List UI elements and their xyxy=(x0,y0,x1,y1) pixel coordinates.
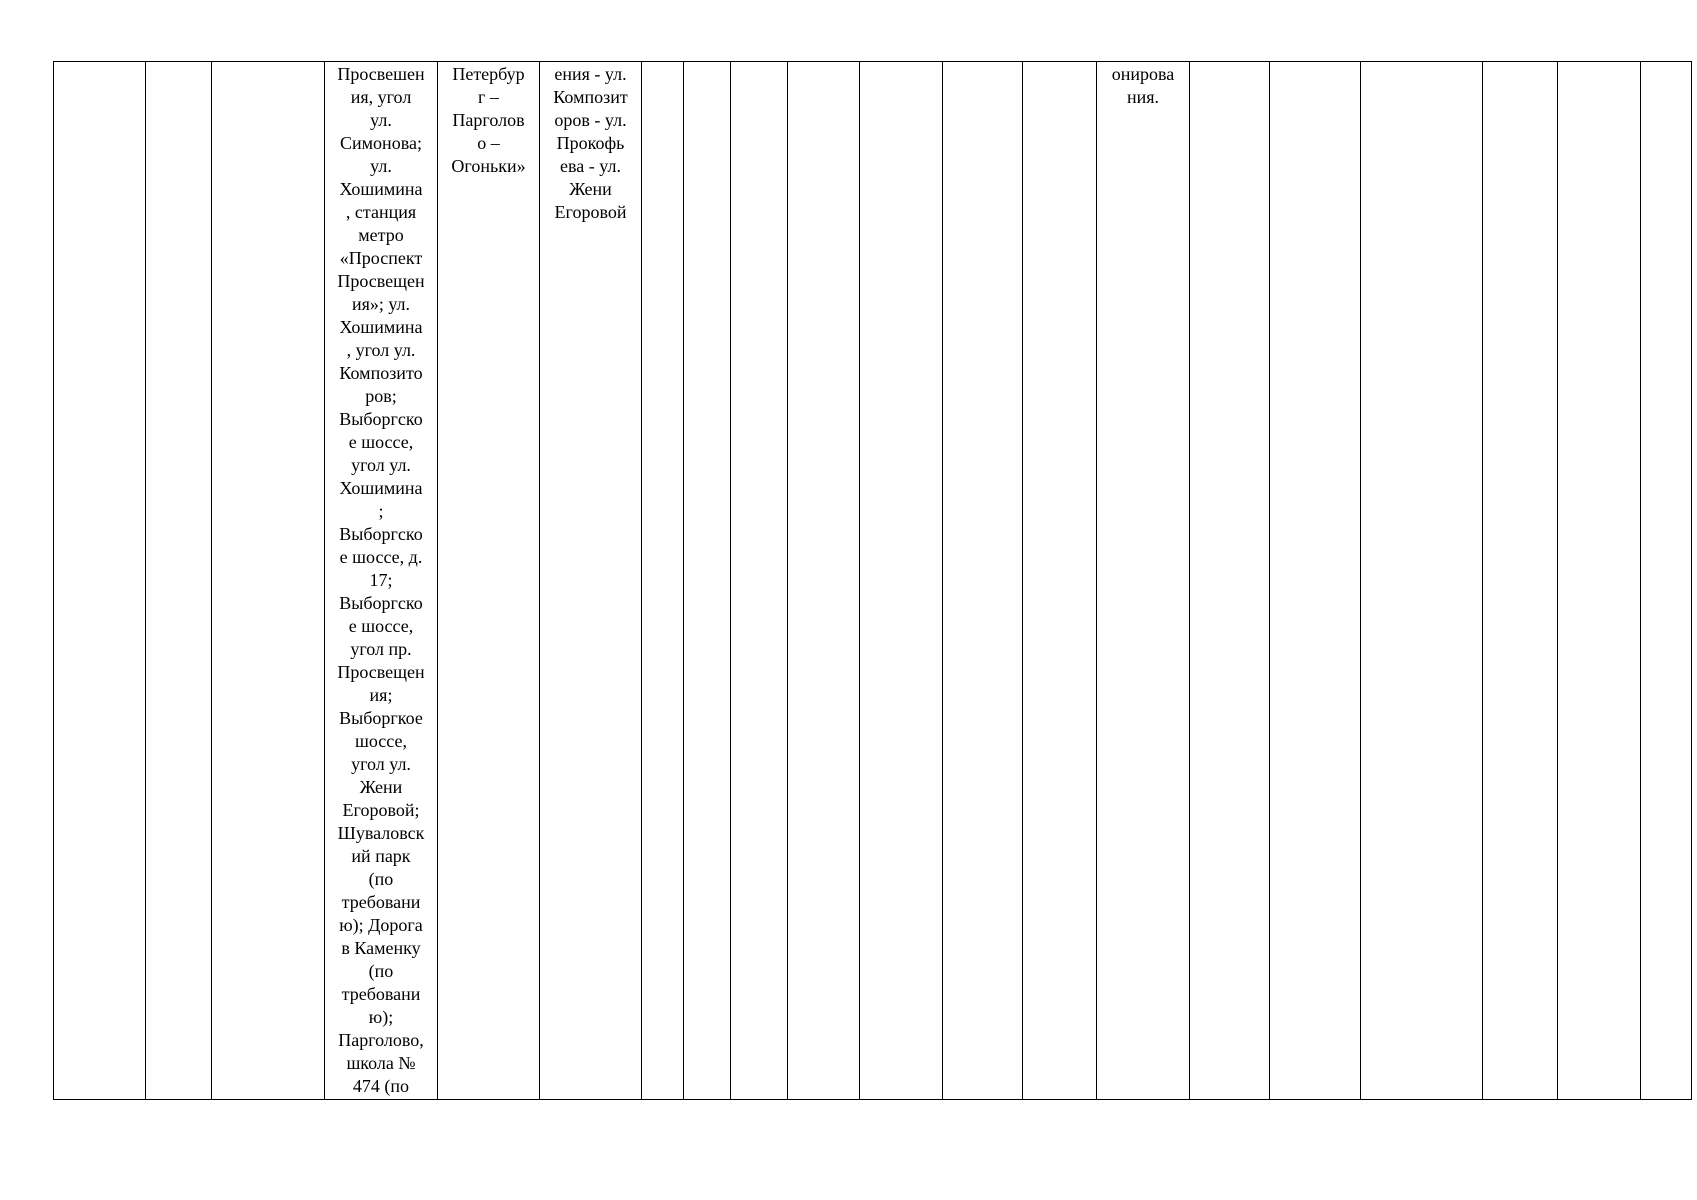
stops-text: Просвешен ия, угол ул. Симонова; ул. Хошимина , станция метро «Проспект Просвещен ия»; ул. Хошимина , угол ул. Композито ров; Выборгско е шоссе, угол ул. Хошимина ; Выборгско е шоссе, д. 17; Выборгско е шоссе, угол пр. Просвещен ия; Выборгкое шоссе, угол ул. Жени Егоровой; Шуваловск ий парк (по требовани ю); Дорога в Каменку (по требовани ю); Парголово, школа № 474 (по xyxy=(337,64,425,1096)
table-cell-empty xyxy=(788,62,860,1100)
table-cell-route-number xyxy=(146,62,212,1100)
table-cell-note xyxy=(1097,62,1190,1100)
streets-text: ения - ул. Композит оров - ул. Прокофь ева - ул. Жени Егоровой xyxy=(553,64,628,222)
route-register-table xyxy=(53,61,1692,1100)
table-cell-stops xyxy=(325,62,438,1100)
table-cell-empty xyxy=(1023,62,1097,1100)
route-name-text: Петербур г – Парголов о – Огоньки» xyxy=(451,64,526,176)
table-cell-empty xyxy=(1558,62,1641,1100)
table-cell-empty xyxy=(1641,62,1692,1100)
table-cell-empty xyxy=(684,62,731,1100)
table-cell-empty xyxy=(731,62,788,1100)
table-cell-empty xyxy=(1483,62,1558,1100)
table-cell-number xyxy=(54,62,146,1100)
table-row xyxy=(54,62,1692,1100)
table-cell-empty xyxy=(642,62,684,1100)
table-cell-empty xyxy=(1270,62,1361,1100)
table-cell-empty xyxy=(1361,62,1483,1100)
note-text: онирова ния. xyxy=(1111,64,1175,107)
table-cell-empty xyxy=(860,62,943,1100)
table-cell-route-title xyxy=(212,62,325,1100)
table-cell-route-name xyxy=(438,62,540,1100)
table-cell-streets xyxy=(540,62,642,1100)
table-cell-empty xyxy=(943,62,1023,1100)
table-cell-empty xyxy=(1190,62,1270,1100)
